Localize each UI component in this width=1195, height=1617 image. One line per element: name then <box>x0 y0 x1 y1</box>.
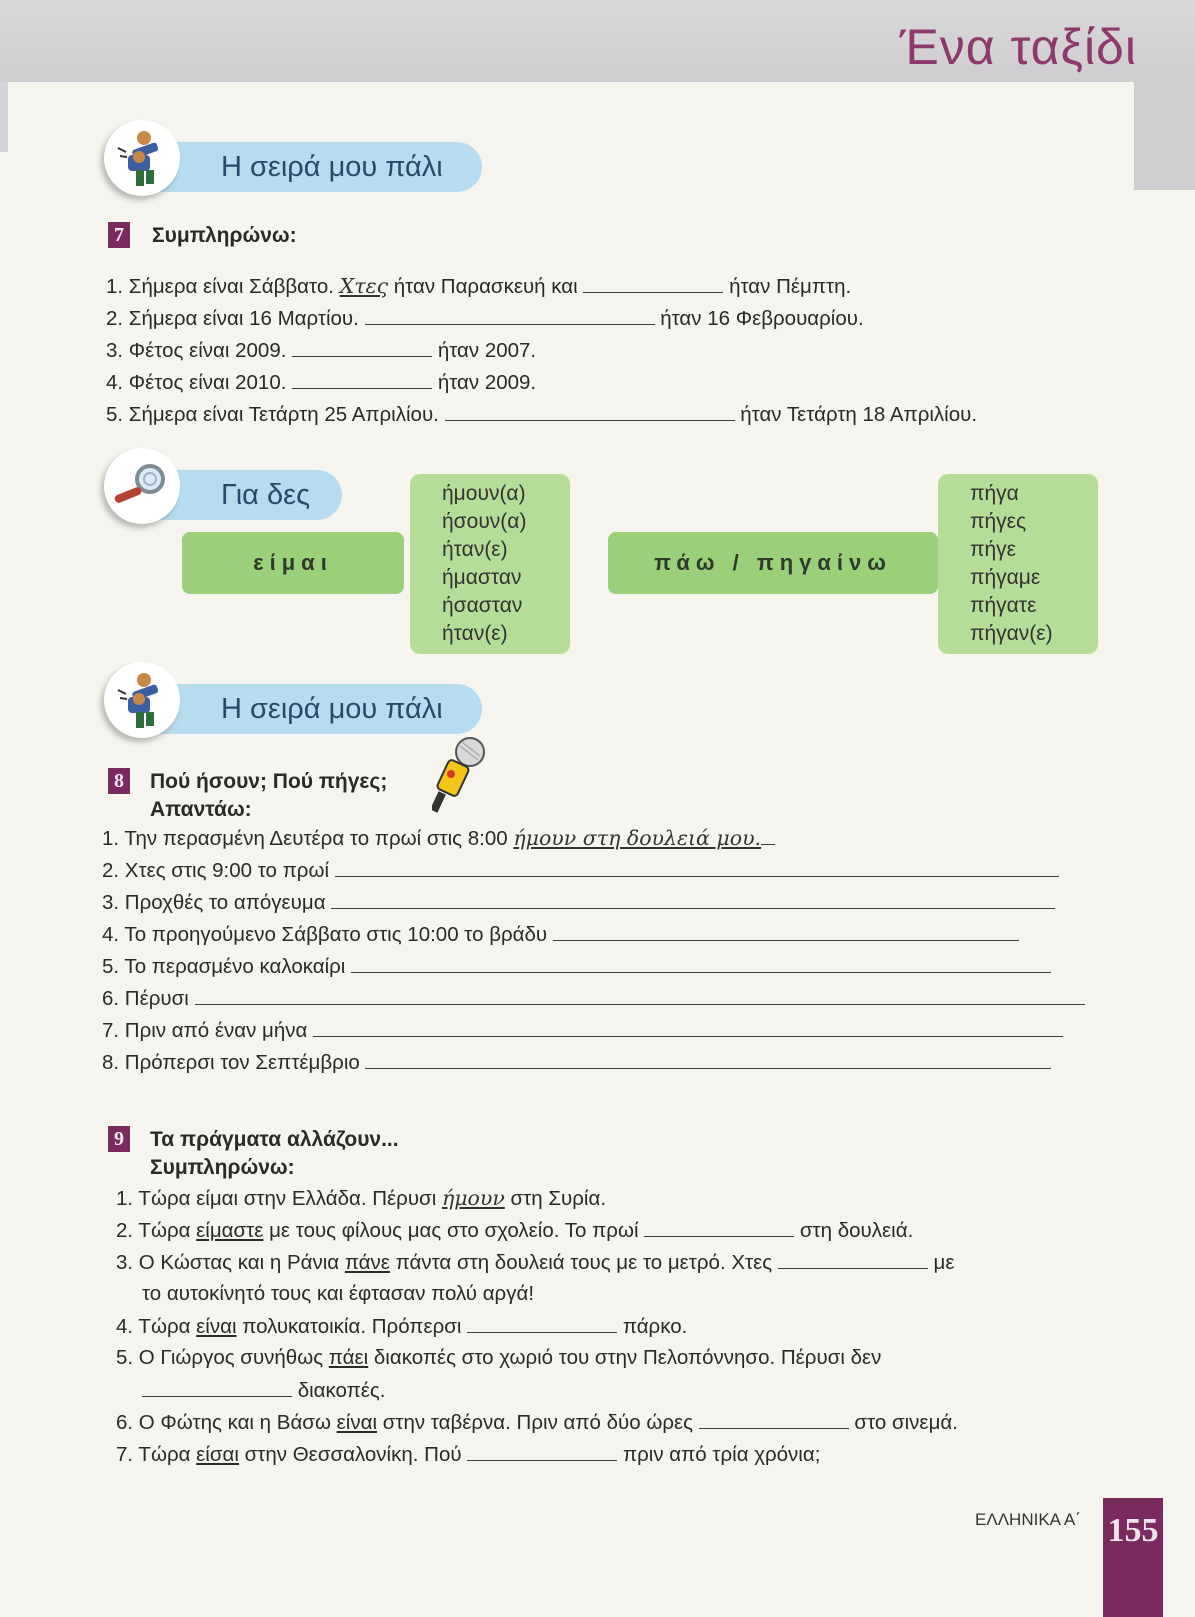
ex8-blank-2[interactable] <box>335 858 1059 877</box>
ex8-line-1-handwritten: ήμουν στη δουλειά μου. <box>513 826 762 850</box>
form-item: ήσουν(α) <box>442 510 527 533</box>
ex7-line-4-end: ήταν 2009. <box>432 371 537 394</box>
ex8-line-2 <box>102 858 1059 883</box>
ex9-line-1-text: 1. Τώρα είμαι στην Ελλάδα. Πέρυσι <box>116 1187 442 1210</box>
verb-box-pao: πάω / πηγαίνω <box>608 532 938 594</box>
verb-box-eimai: είμαι <box>182 532 404 594</box>
ex9-line-2-text: 2. Τώρα <box>116 1219 197 1242</box>
ex8-line-3 <box>102 890 1055 915</box>
ex9-line-7-verb: είσαι <box>196 1443 239 1466</box>
ex8-line-4-text: 4. Το προηγούμενο Σάββατο στις 10:00 το βράδυ <box>102 923 553 946</box>
ex8-blank-8[interactable] <box>365 1050 1051 1069</box>
ex7-line-5 <box>106 402 977 427</box>
ex8-line-8 <box>102 1050 1051 1075</box>
ex7-line-5-text: 5. Σήμερα είναι Τετάρτη 25 Απριλίου. <box>106 403 445 426</box>
juggler-icon <box>104 662 180 738</box>
microphone-icon <box>432 736 486 819</box>
ex7-blank-1[interactable] <box>583 274 723 293</box>
exercise-9-heading: Τα πράγματα αλλάζουν... <box>150 1128 399 1151</box>
exercise-number-7: 7 <box>108 222 130 248</box>
ex9-line-6-text: 6. Ο Φώτης και η Βάσω <box>116 1411 337 1434</box>
form-item: ήταν(ε) <box>442 622 508 645</box>
ex9-line-6 <box>116 1410 958 1435</box>
ex7-line-5-end: ήταν Τετάρτη 18 Απριλίου. <box>734 403 978 426</box>
ex9-blank-2[interactable] <box>644 1218 794 1237</box>
ex7-line-1 <box>106 274 851 299</box>
ex9-line-3b: το αυτοκίνητό τους και έφτασαν πολύ αργά! <box>142 1282 535 1305</box>
ex9-line-6-mid: στην ταβέρνα. Πριν από δύο ώρες <box>377 1411 699 1434</box>
ex8-line-1-text: 1. Την περασμένη Δευτέρα το πρωί στις 8:00 <box>102 827 514 850</box>
banner-label: Η σειρά μου πάλι <box>221 693 443 725</box>
forms-box-eimai <box>410 474 570 654</box>
ex7-line-2 <box>106 306 864 331</box>
form-item: πήγε <box>970 538 1017 561</box>
ex7-blank-2[interactable] <box>365 306 655 325</box>
exercise-7-heading: Συμπληρώνω: <box>152 224 297 247</box>
ex9-blank-6[interactable] <box>699 1410 849 1429</box>
ex9-line-5b-text: διακοπές. <box>292 1379 386 1402</box>
form-item: ήμασταν <box>442 566 522 589</box>
form-item: ήμουν(α) <box>442 482 526 505</box>
form-item: πήγατε <box>970 594 1037 617</box>
ex9-line-5-end: διακοπές στο χωριό του στην Πελοπόννησο. Πέρυσι δεν <box>368 1346 882 1369</box>
ex9-line-4 <box>116 1314 687 1339</box>
exercise-8-heading: Πού ήσουν; Πού πήγες; <box>150 770 388 793</box>
form-item: ήσασταν <box>442 594 523 617</box>
ex9-line-3-end: με <box>927 1251 955 1274</box>
book-label: ΕΛΛΗΝΙΚΑ Α΄ <box>975 1510 1081 1529</box>
banner-label: Η σειρά μου πάλι <box>221 151 443 183</box>
ex8-line-3-text: 3. Προχθές το απόγευμα <box>102 891 332 914</box>
ex8-line-6-text: 6. Πέρυσι <box>102 987 195 1010</box>
forms-box-pao <box>938 474 1098 654</box>
header-side-band <box>1134 82 1195 190</box>
ex7-line-3-end: ήταν 2007. <box>432 339 537 362</box>
juggler-icon <box>104 120 180 196</box>
ex7-line-2-end: ήταν 16 Φεβρουαρίου. <box>654 307 864 330</box>
ex8-line-5-text: 5. Το περασμένο καλοκαίρι <box>102 955 352 978</box>
ex8-line-4 <box>102 922 1019 947</box>
ex9-line-4-mid: πολυκατοικία. Πρόπερσι <box>236 1315 468 1338</box>
exercise-number-9: 9 <box>108 1126 130 1152</box>
ex9-line-2-mid: με τους φίλους μας στο σχολείο. Το πρωί <box>263 1219 645 1242</box>
ex7-line-3 <box>106 338 536 363</box>
ex9-line-2-end: στη δουλειά. <box>794 1219 914 1242</box>
ex9-line-5b <box>142 1378 385 1403</box>
ex9-line-2-verb: είμαστε <box>196 1219 264 1242</box>
ex7-blank-5[interactable] <box>445 402 735 421</box>
chapter-title: Ένα ταξίδι <box>899 19 1137 75</box>
ex9-line-3-text: 3. Ο Κώστας και η Ράνια <box>116 1251 345 1274</box>
ex7-line-1-end: ήταν Πέμπτη. <box>723 275 852 298</box>
ex8-line-8-text: 8. Πρόπερσι τον Σεπτέμβριο <box>102 1051 366 1074</box>
ex9-line-5-verb: πάει <box>328 1346 369 1369</box>
form-item: πήγαμε <box>970 566 1041 589</box>
ex9-line-3-mid: πάντα στη δουλειά τους με το μετρό. Χτες <box>389 1251 778 1274</box>
ex9-line-1 <box>116 1186 606 1211</box>
ex9-blank-5[interactable] <box>142 1378 292 1397</box>
ex7-line-1-handwritten: Χτες <box>339 274 389 298</box>
ex9-line-2 <box>116 1218 913 1243</box>
ex8-line-7-text: 7. Πριν από έναν μήνα <box>102 1019 314 1042</box>
form-item: πήγα <box>970 482 1019 505</box>
ex8-blank-3[interactable] <box>331 890 1055 909</box>
ex9-blank-3[interactable] <box>778 1250 928 1269</box>
ex9-line-5-text: 5. Ο Γιώργος συνήθως <box>116 1346 329 1369</box>
ex9-line-1-handwritten: ήμουν <box>441 1186 505 1210</box>
ex8-blank-6[interactable] <box>195 986 1085 1005</box>
ex9-line-7 <box>116 1442 820 1467</box>
ex7-blank-4[interactable] <box>292 370 432 389</box>
ex9-line-6-end: στο σινεμά. <box>848 1411 958 1434</box>
ex8-line-2-text: 2. Χτες στις 9:00 το πρωί <box>102 859 335 882</box>
ex7-blank-3[interactable] <box>292 338 432 357</box>
ex9-line-7-text: 7. Τώρα <box>116 1443 197 1466</box>
page-number: 155 <box>1103 1498 1163 1617</box>
ex9-line-7-end: πριν από τρία χρόνια; <box>617 1443 821 1466</box>
ex9-blank-7[interactable] <box>467 1442 617 1461</box>
ex9-line-1-end: στη Συρία. <box>504 1187 607 1210</box>
form-item: πήγες <box>970 510 1027 533</box>
ex8-line-6 <box>102 986 1085 1011</box>
ex8-line-1 <box>102 826 775 851</box>
ex9-line-3 <box>116 1250 955 1275</box>
ex9-line-4-end: πάρκο. <box>617 1315 688 1338</box>
ex7-line-1-mid: ήταν Παρασκευή και <box>388 275 584 298</box>
exercise-8-subheading: Απαντάω: <box>150 798 252 821</box>
banner-label: Για δες <box>221 479 311 511</box>
ex8-blank-4[interactable] <box>553 922 1019 941</box>
ex8-line-5 <box>102 954 1051 979</box>
ex9-line-4-text: 4. Τώρα <box>116 1315 197 1338</box>
ex9-blank-4[interactable] <box>467 1314 617 1333</box>
ex8-blank-7[interactable] <box>313 1018 1063 1037</box>
ex9-line-5 <box>116 1346 881 1370</box>
form-item: ήταν(ε) <box>442 538 508 561</box>
ex9-line-4-verb: είναι <box>196 1315 237 1338</box>
exercise-number-8: 8 <box>108 768 130 794</box>
ex7-line-2-text: 2. Σήμερα είναι 16 Μαρτίου. <box>106 307 365 330</box>
form-item: πήγαν(ε) <box>970 622 1053 645</box>
ex7-line-4 <box>106 370 536 395</box>
ex8-line-7 <box>102 1018 1063 1043</box>
ex9-line-3-verb: πάνε <box>344 1251 390 1274</box>
left-strip <box>0 82 8 152</box>
ex7-line-3-text: 3. Φέτος είναι 2009. <box>106 339 293 362</box>
ex9-line-7-mid: στην Θεσσαλονίκη. Πού <box>238 1443 468 1466</box>
magnifier-icon <box>104 448 180 524</box>
exercise-9-subheading: Συμπληρώνω: <box>150 1156 295 1179</box>
ex7-line-4-text: 4. Φέτος είναι 2010. <box>106 371 293 394</box>
ex8-blank-5[interactable] <box>351 954 1051 973</box>
ex9-line-6-verb: είναι <box>336 1411 378 1434</box>
ex8-blank-1[interactable] <box>761 826 775 845</box>
ex7-line-1-text: 1. Σήμερα είναι Σάββατο. <box>106 275 340 298</box>
